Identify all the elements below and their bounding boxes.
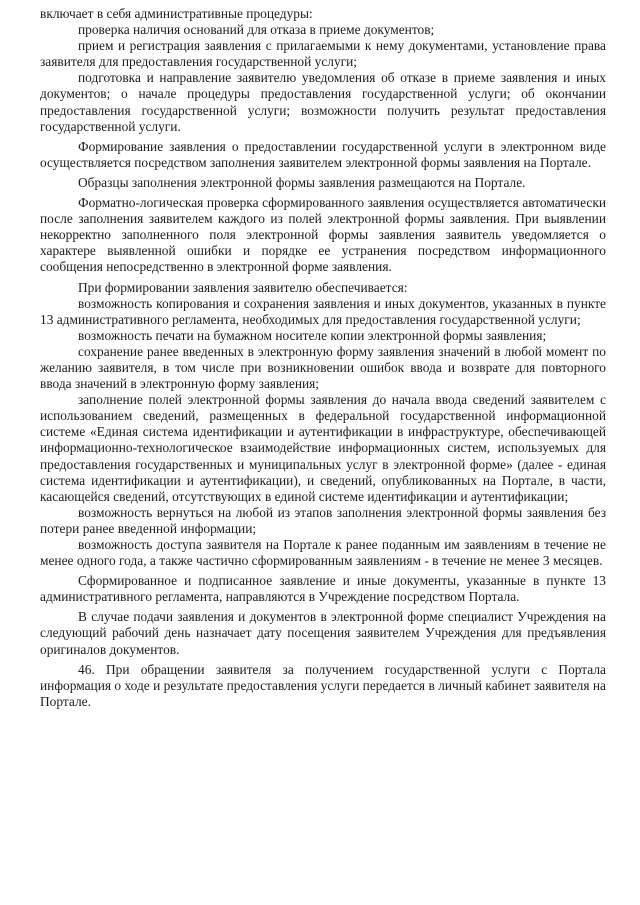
paragraph-notification: подготовка и направление заявителю уведомления об отказе в приеме заявления и иных документов; о начале процедуры предоставления государственной услуги; об окончании предоставления государственной услуги; возможности получить результат предоставления государственной услуги. <box>40 70 606 134</box>
paragraph-save-values: сохранение ранее введенных в электронную форму заявления значений в любой момент по желанию заявителя, в том числе при возникновении ошибок ввода и возврате для повторного ввода значений в электронную форму заявления; <box>40 343 606 392</box>
paragraph-reception-registration: прием и регистрация заявления с прилагаемыми к нему документами, установление права заявителя для предоставления государственной услуги; <box>40 38 606 70</box>
paragraph-format-check: Форматно-логическая проверка сформированного заявления осуществляется автоматически после заполнения заявителем каждого из полей электронной формы заявления. При выявлении некорректно заполненного поля электронной формы заявления заявитель уведомляется о характере выявленной ошибки и порядке ее устранения посредством информационного сообщения непосредственно в электронной форме заявления. <box>40 195 606 275</box>
paragraph-clause-46: 46. При обращении заявителя за получением государственной услуги с Портала информация о ходе и результате предоставления услуги передается в личный кабинет заявителя на Портале. <box>40 661 606 709</box>
paragraph-print: возможность печати на бумажном носителе копии электронной формы заявления; <box>78 327 547 343</box>
paragraph-form-creation: Формирование заявления о предоставлении государственной услуги в электронном виде осуществляется посредством заполнения заявителем электронной формы заявления на Портале. <box>40 138 606 170</box>
paragraph-form-samples: Образцы заполнения электронной формы заявления размещаются на Портале. <box>78 174 526 190</box>
paragraph-continuation: включает в себя административные процедуры: <box>40 6 313 21</box>
paragraph-copy-save: возможность копирования и сохранения заявления и иных документов, указанных в пункте 13 административного регламента, необходимых для предоставления государственной услуги; <box>40 295 606 327</box>
paragraph-access-history: возможность доступа заявителя на Портале к ранее поданным им заявлениям в течение не менее одного года, а также частично сформированным заявлениям - в течение не менее 3 месяцев. <box>40 537 606 569</box>
paragraph-check-refusal: проверка наличия оснований для отказа в приеме документов; <box>78 22 435 38</box>
paragraph-return-step: возможность вернуться на любой из этапов заполнения электронной формы заявления без потери ранее введенной информации; <box>40 504 606 536</box>
paragraph-submission: Сформированное и подписанное заявление и иные документы, указанные в пункте 13 административного регламента, направляются в Учреждение посредством Портала. <box>40 573 606 605</box>
paragraph-visit-date: В случае подачи заявления и документов в электронной форме специалист Учреждения на следующий рабочий день назначает дату посещения заявителем Учреждения для предъявления оригиналов документов. <box>40 609 606 657</box>
paragraph-provided-list-intro: При формировании заявления заявителю обеспечивается: <box>78 279 408 295</box>
paragraph-prefill-esia: заполнение полей электронной формы заявления до начала ввода сведений заявителем с использованием сведений, размещенных в федеральной государственной информационной системе «Единая система идентификации и аутентификации в инфраструктуре, обеспечивающей информационно-технологическое взаимодействие информационных систем, используемых для предоставления государственных и муниципальных услуг в электронной форме» (далее - единая система идентификации и аутентификации), и сведений, опубликованных на Портале, в части, касающейся сведений, отсутствующих в единой системе идентификации и аутентификации; <box>40 392 606 504</box>
